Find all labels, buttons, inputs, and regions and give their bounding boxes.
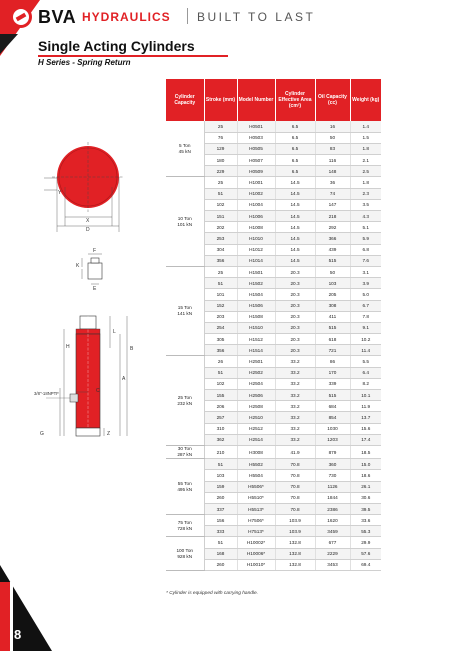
- weight-cell: 15.6: [350, 423, 381, 434]
- model-cell: H1008: [237, 222, 275, 233]
- stroke-cell: 254: [204, 322, 237, 333]
- model-cell: H0501: [237, 121, 275, 132]
- area-cell: 14.5: [275, 244, 315, 255]
- oil-capacity-cell: 170: [315, 367, 350, 378]
- area-cell: 33.2: [275, 356, 315, 367]
- weight-cell: 30.6: [350, 492, 381, 503]
- model-cell: H0505: [237, 143, 275, 154]
- stroke-cell: 155: [204, 390, 237, 401]
- area-cell: 20.3: [275, 300, 315, 311]
- stroke-cell: 253: [204, 233, 237, 244]
- oil-capacity-cell: 360: [315, 459, 350, 470]
- stroke-cell: 25: [204, 121, 237, 132]
- table-header-row: [166, 79, 381, 121]
- cylinder-technical-drawing: [30, 130, 160, 450]
- weight-cell: 29.9: [350, 537, 381, 548]
- side-view: [34, 316, 134, 437]
- capacity-cell: 55 Ton 495 kN: [166, 459, 204, 515]
- oil-capacity-cell: 1620: [315, 515, 350, 526]
- stroke-cell: 203: [204, 311, 237, 322]
- capacity-cell: 15 Ton 141 kN: [166, 266, 204, 356]
- oil-capacity-cell: 1030: [315, 423, 350, 434]
- col-header-capacity: Cylinder Capacity: [166, 79, 204, 121]
- model-cell: H2501: [237, 356, 275, 367]
- area-cell: 33.2: [275, 378, 315, 389]
- oil-capacity-cell: 2386: [315, 503, 350, 514]
- model-cell: H10002*: [237, 537, 275, 548]
- oil-capacity-cell: 854: [315, 412, 350, 423]
- dim-label-y: Y: [58, 190, 62, 196]
- oil-capacity-cell: 366: [315, 233, 350, 244]
- stroke-cell: 152: [204, 300, 237, 311]
- stroke-cell: 51: [204, 537, 237, 548]
- oil-capacity-cell: 879: [315, 445, 350, 458]
- area-cell: 20.3: [275, 289, 315, 300]
- model-cell: H5510*: [237, 492, 275, 503]
- stroke-cell: 206: [204, 401, 237, 412]
- oil-capacity-cell: 86: [315, 356, 350, 367]
- area-cell: 14.5: [275, 188, 315, 199]
- table-row: [166, 121, 381, 132]
- weight-cell: 1.8: [350, 143, 381, 154]
- dim-label-x: X: [86, 218, 90, 224]
- model-cell: H2514: [237, 434, 275, 445]
- weight-cell: 7.6: [350, 255, 381, 266]
- stroke-cell: 51: [204, 459, 237, 470]
- model-cell: H0507: [237, 155, 275, 166]
- capacity-cell: 75 Ton 728 kN: [166, 515, 204, 537]
- oil-capacity-cell: 1203: [315, 434, 350, 445]
- plunger-detail-view: [76, 248, 102, 292]
- header-divider: [187, 8, 188, 24]
- table-row: [166, 266, 381, 277]
- area-cell: 33.2: [275, 367, 315, 378]
- oil-capacity-cell: 439: [315, 244, 350, 255]
- model-cell: H1510: [237, 322, 275, 333]
- weight-cell: 6.4: [350, 367, 381, 378]
- area-cell: 14.5: [275, 255, 315, 266]
- coupler-port: [70, 394, 78, 402]
- area-cell: 14.5: [275, 222, 315, 233]
- oil-capacity-cell: 74: [315, 188, 350, 199]
- stroke-cell: 102: [204, 378, 237, 389]
- model-cell: H1501: [237, 266, 275, 277]
- model-cell: H1001: [237, 177, 275, 188]
- area-cell: 6.5: [275, 155, 315, 166]
- stroke-cell: 156: [204, 515, 237, 526]
- page-subtitle: H Series - Spring Return: [38, 58, 131, 67]
- weight-cell: 26.1: [350, 481, 381, 492]
- stroke-cell: 76: [204, 132, 237, 143]
- weight-cell: 55.3: [350, 526, 381, 537]
- model-cell: H1010: [237, 233, 275, 244]
- area-cell: 33.2: [275, 423, 315, 434]
- area-cell: 103.9: [275, 526, 315, 537]
- header-corner-band: [0, 34, 18, 54]
- stroke-cell: 25: [204, 177, 237, 188]
- weight-cell: 10.1: [350, 390, 381, 401]
- stroke-cell: 102: [204, 199, 237, 210]
- model-cell: H5513*: [237, 503, 275, 514]
- oil-capacity-cell: 218: [315, 211, 350, 222]
- stroke-cell: 159: [204, 481, 237, 492]
- stroke-cell: 202: [204, 222, 237, 233]
- weight-cell: 3.5: [350, 199, 381, 210]
- table-body: [166, 121, 381, 571]
- model-cell: H1508: [237, 311, 275, 322]
- weight-cell: 17.4: [350, 434, 381, 445]
- col-header-area: Cylinder Effective Area (cm²): [275, 79, 315, 121]
- stroke-cell: 25: [204, 266, 237, 277]
- model-cell: H10006*: [237, 548, 275, 559]
- weight-cell: 11.4: [350, 345, 381, 356]
- dim-label-d: D: [86, 227, 90, 233]
- oil-capacity-cell: 83: [315, 143, 350, 154]
- area-cell: 20.3: [275, 334, 315, 345]
- stroke-cell: 305: [204, 334, 237, 345]
- oil-capacity-cell: 3453: [315, 559, 350, 570]
- capacity-cell: 10 Ton 101 kN: [166, 177, 204, 267]
- area-cell: 20.3: [275, 311, 315, 322]
- area-cell: 33.2: [275, 390, 315, 401]
- stroke-cell: 103: [204, 470, 237, 481]
- capacity-cell: 5 Ton 45 kN: [166, 121, 204, 177]
- stroke-cell: 260: [204, 559, 237, 570]
- area-cell: 70.8: [275, 459, 315, 470]
- stroke-cell: 151: [204, 211, 237, 222]
- area-cell: 132.8: [275, 559, 315, 570]
- oil-capacity-cell: 103: [315, 278, 350, 289]
- oil-capacity-cell: 515: [315, 322, 350, 333]
- oil-capacity-cell: 411: [315, 311, 350, 322]
- weight-cell: 1.8: [350, 177, 381, 188]
- dim-label-l: L: [113, 329, 116, 335]
- area-cell: 33.2: [275, 434, 315, 445]
- weight-cell: 2.5: [350, 166, 381, 177]
- weight-cell: 9.1: [350, 322, 381, 333]
- dim-label-f: F: [93, 248, 97, 254]
- stroke-cell: 310: [204, 423, 237, 434]
- model-cell: H2502: [237, 367, 275, 378]
- dim-label-c: C: [96, 388, 100, 394]
- weight-cell: 6.7: [350, 300, 381, 311]
- weight-cell: 5.0: [350, 289, 381, 300]
- area-cell: 132.8: [275, 537, 315, 548]
- dim-label-k: K: [76, 263, 80, 269]
- weight-cell: 7.8: [350, 311, 381, 322]
- tagline: BUILT TO LAST: [197, 10, 316, 24]
- footer-red-band: [0, 582, 10, 651]
- weight-cell: 6.8: [350, 244, 381, 255]
- oil-capacity-cell: 677: [315, 537, 350, 548]
- weight-cell: 4.3: [350, 211, 381, 222]
- model-cell: H10010*: [237, 559, 275, 570]
- area-cell: 41.9: [275, 445, 315, 458]
- model-cell: H1002: [237, 188, 275, 199]
- col-header-weight: Weight (kg): [350, 79, 381, 121]
- dim-label-b: B: [130, 346, 134, 352]
- dim-label-g: G: [40, 431, 44, 437]
- weight-cell: 3.9: [350, 278, 381, 289]
- col-header-stroke: Stroke (mm): [204, 79, 237, 121]
- oil-capacity-cell: 16: [315, 121, 350, 132]
- oil-capacity-cell: 308: [315, 300, 350, 311]
- oil-capacity-cell: 36: [315, 177, 350, 188]
- weight-cell: 13.7: [350, 412, 381, 423]
- weight-cell: 5.5: [350, 356, 381, 367]
- oil-capacity-cell: 618: [315, 334, 350, 345]
- stroke-cell: 333: [204, 526, 237, 537]
- model-cell: H2508: [237, 401, 275, 412]
- model-cell: H7513*: [237, 526, 275, 537]
- stroke-cell: 26: [204, 356, 237, 367]
- area-cell: 20.3: [275, 345, 315, 356]
- oil-capacity-cell: 292: [315, 222, 350, 233]
- oil-capacity-cell: 515: [315, 390, 350, 401]
- weight-cell: 10.2: [350, 334, 381, 345]
- stroke-cell: 210: [204, 445, 237, 458]
- weight-cell: 33.6: [350, 515, 381, 526]
- title-underline: [38, 55, 228, 57]
- model-cell: H7506*: [237, 515, 275, 526]
- weight-cell: 57.6: [350, 548, 381, 559]
- stroke-cell: 180: [204, 155, 237, 166]
- model-cell: H1004: [237, 199, 275, 210]
- stroke-cell: 356: [204, 255, 237, 266]
- oil-capacity-cell: 148: [315, 166, 350, 177]
- weight-cell: 15.0: [350, 459, 381, 470]
- area-cell: 6.5: [275, 143, 315, 154]
- capacity-cell: 30 Ton 287 kN: [166, 445, 204, 458]
- weight-cell: 5.9: [350, 233, 381, 244]
- model-cell: H5506*: [237, 481, 275, 492]
- area-cell: 20.3: [275, 278, 315, 289]
- cylinder-spec-table: [166, 79, 381, 571]
- weight-cell: 39.5: [350, 503, 381, 514]
- dim-label-h: H: [66, 344, 70, 350]
- oil-capacity-cell: 684: [315, 401, 350, 412]
- area-cell: 14.5: [275, 211, 315, 222]
- page-title: Single Acting Cylinders: [38, 38, 195, 54]
- footnote: * Cylinder is equipped with carrying handle.: [166, 591, 258, 596]
- area-cell: 70.8: [275, 492, 315, 503]
- weight-cell: 2.3: [350, 188, 381, 199]
- area-cell: 70.8: [275, 481, 315, 492]
- model-cell: H1512: [237, 334, 275, 345]
- footer-stripe: [10, 582, 13, 651]
- stroke-cell: 356: [204, 345, 237, 356]
- table-row: [166, 356, 381, 367]
- oil-capacity-cell: 50: [315, 266, 350, 277]
- weight-cell: 3.1: [350, 266, 381, 277]
- model-cell: H2506: [237, 390, 275, 401]
- dim-label-e: E: [93, 286, 97, 292]
- oil-capacity-cell: 339: [315, 378, 350, 389]
- oil-capacity-cell: 116: [315, 155, 350, 166]
- model-cell: H2510: [237, 412, 275, 423]
- weight-cell: 8.2: [350, 378, 381, 389]
- area-cell: 6.5: [275, 121, 315, 132]
- page-number: 8: [14, 627, 22, 642]
- model-cell: H1014: [237, 255, 275, 266]
- area-cell: 6.5: [275, 132, 315, 143]
- stroke-cell: 229: [204, 166, 237, 177]
- area-cell: 14.5: [275, 177, 315, 188]
- brand-name: BVA: [38, 7, 77, 27]
- model-cell: H5504: [237, 470, 275, 481]
- table-row: [166, 515, 381, 526]
- top-view: [44, 142, 124, 233]
- weight-cell: 1.4: [350, 121, 381, 132]
- table-row: [166, 537, 381, 548]
- weight-cell: 11.9: [350, 401, 381, 412]
- area-cell: 70.8: [275, 470, 315, 481]
- area-cell: 20.3: [275, 266, 315, 277]
- stroke-cell: 260: [204, 492, 237, 503]
- stroke-cell: 304: [204, 244, 237, 255]
- area-cell: 33.2: [275, 412, 315, 423]
- weight-cell: 5.1: [350, 222, 381, 233]
- oil-capacity-cell: 2229: [315, 548, 350, 559]
- stroke-cell: 51: [204, 367, 237, 378]
- cylinder-drawing-svg: [30, 130, 160, 450]
- col-header-model: Model Number: [237, 79, 275, 121]
- capacity-cell: 100 Ton 928 kN: [166, 537, 204, 571]
- oil-capacity-cell: 1126: [315, 481, 350, 492]
- model-cell: H5502: [237, 459, 275, 470]
- stroke-cell: 101: [204, 289, 237, 300]
- model-cell: H2504: [237, 378, 275, 389]
- model-cell: H3008: [237, 445, 275, 458]
- area-cell: 132.8: [275, 548, 315, 559]
- model-cell: H0503: [237, 132, 275, 143]
- stroke-cell: 129: [204, 143, 237, 154]
- area-cell: 14.5: [275, 233, 315, 244]
- area-cell: 70.8: [275, 503, 315, 514]
- model-cell: H1514: [237, 345, 275, 356]
- oil-capacity-cell: 50: [315, 132, 350, 143]
- model-cell: H1006: [237, 211, 275, 222]
- oil-capacity-cell: 515: [315, 255, 350, 266]
- area-cell: 6.5: [275, 166, 315, 177]
- stroke-cell: 337: [204, 503, 237, 514]
- area-cell: 33.2: [275, 401, 315, 412]
- stroke-cell: 168: [204, 548, 237, 559]
- col-header-oil: Oil Capacity (cc): [315, 79, 350, 121]
- table-row: [166, 459, 381, 470]
- stroke-cell: 51: [204, 278, 237, 289]
- model-cell: H2512: [237, 423, 275, 434]
- model-cell: H1504: [237, 289, 275, 300]
- area-cell: 14.5: [275, 199, 315, 210]
- weight-cell: 69.4: [350, 559, 381, 570]
- weight-cell: 2.1: [350, 155, 381, 166]
- oil-capacity-cell: 3459: [315, 526, 350, 537]
- weight-cell: 1.5: [350, 132, 381, 143]
- area-cell: 103.9: [275, 515, 315, 526]
- model-cell: H0509: [237, 166, 275, 177]
- table-row: [166, 177, 381, 188]
- weight-cell: 18.6: [350, 470, 381, 481]
- model-cell: H1012: [237, 244, 275, 255]
- stroke-cell: 51: [204, 188, 237, 199]
- dim-label-z: Z: [107, 431, 111, 437]
- oil-capacity-cell: 721: [315, 345, 350, 356]
- oil-capacity-cell: 1844: [315, 492, 350, 503]
- brand-subtitle: HYDRAULICS: [82, 10, 171, 24]
- weight-cell: 18.5: [350, 445, 381, 458]
- area-cell: 20.3: [275, 322, 315, 333]
- capacity-cell: 25 Ton 232 kN: [166, 356, 204, 446]
- stroke-cell: 257: [204, 412, 237, 423]
- model-cell: H1502: [237, 278, 275, 289]
- oil-capacity-cell: 147: [315, 199, 350, 210]
- table-row: [166, 445, 381, 458]
- oil-capacity-cell: 730: [315, 470, 350, 481]
- bva-logo-icon: [10, 6, 32, 28]
- stroke-cell: 362: [204, 434, 237, 445]
- model-cell: H1506: [237, 300, 275, 311]
- oil-capacity-cell: 205: [315, 289, 350, 300]
- port-thread-label: 3/8"-18NPTF: [34, 391, 59, 396]
- dim-label-a: A: [122, 376, 126, 382]
